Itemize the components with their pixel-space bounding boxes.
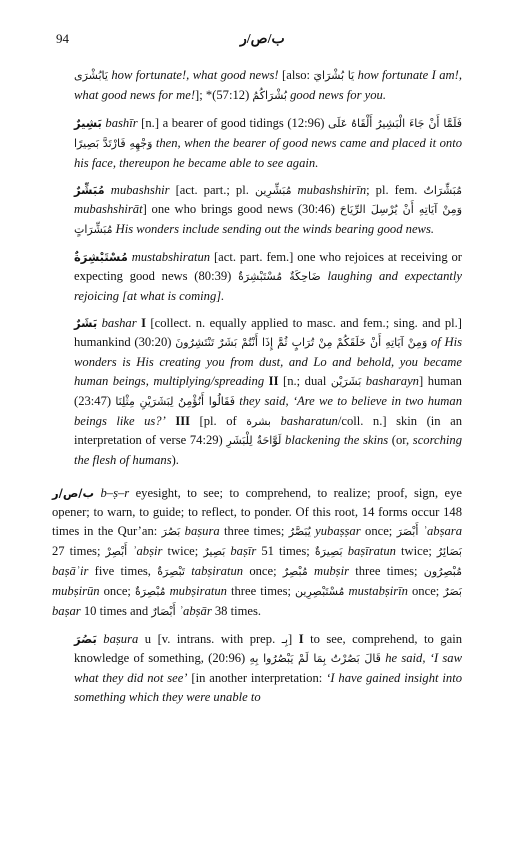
arabic-headword: مُسْتَبْشِرَةٌ [74,250,128,265]
form-transliteration: baṣar [52,603,81,618]
quote-translation: good news for you. [286,87,386,102]
form-arabic: بَصَرٌ [443,584,462,598]
form-count: three times; [348,563,424,578]
sense-number: I [136,315,146,330]
grammar-note-close: ] [288,631,293,646]
alt-translation: ‘I have gained insight into something which they were unable to [74,671,462,705]
dual-transliteration: basharayn [361,373,419,388]
sense-number: I [292,631,304,646]
form-arabic: تَبْصِرَةٌ [157,564,185,578]
form-count: once; [360,524,397,539]
form-transliteration: ʾabṣir [127,543,163,558]
entry-mustabshiratun [74,248,462,306]
form-transliteration: mubṣir [307,563,349,578]
form-transliteration: yubaṣṣar [310,524,361,539]
alt-note: [in another interpretation: [187,671,327,686]
form-transliteration: mubṣiratun [165,583,227,598]
form-count: 27 times; [52,543,106,558]
arabic-quote: فَلَمَّا أَنْ جَاءَ الْبَشِيرُ أَلْقَاهُ عَلَى وَجْهِهِ فَارْتَدَّ بَصِيرًا [74,116,462,150]
form-count: five times, [88,563,158,578]
arabic-plural-fem: مُبَشِّرَاتٌ [423,183,462,197]
form-arabic: مُبْصِرٌ [282,564,308,578]
quote-translation: His wonders include sending out the winds bearing good news. [112,222,434,237]
bracket-note: [also: [282,68,314,82]
transliteration: bashīr [101,115,138,130]
quote-translation: of His wonders is His creating you from dust, and Lo and behold, you became human beings, multiplying/spreading [74,334,462,388]
arabic-variant: يَا بُشْرَايَ [313,69,355,82]
form-transliteration: baṣāʾir [52,563,89,578]
arabic-quote: بُشْرَاكُمُ [252,88,287,102]
arabic-quote: ضَاحِكَةٌ مُسْتَبْشِرَةٌ [238,270,321,284]
form-arabic: مُبْصِرُون [423,564,462,578]
entry-mubashshir [74,181,462,241]
alt-note: (or, [388,433,413,448]
form-arabic: بَصَائِرُ [436,544,462,558]
definition: how fortunate!, what good news! [107,68,283,82]
root-entry-bsr [52,484,462,621]
form-count: 10 times and [80,603,152,618]
arabic-quote: وَمِنْ آيَاتِهِ أَنْ يُرْسِلَ الرِّيَاحَ مُبَشِّرَاتٍ [74,203,463,237]
form-arabic: أَبْصَرَ [396,525,419,539]
form-count: once; [407,583,444,598]
singular-transliteration: basharatun [270,413,338,428]
form-arabic: أَبْصِرْ [105,544,128,558]
quote-translation: blackening the skins [281,433,389,448]
quote-translation: they said, ‘Are we to believe in two human beings like us?’ [74,393,462,428]
form-transliteration: ʾabṣār [175,603,212,618]
grammar-note: [n.; dual [278,373,331,388]
variant-definition: how fortunate I am!, what good news for me! [74,68,462,102]
form-arabic: بَصِيرٌ [203,544,226,558]
form-count: three times; [226,583,296,598]
entry-bashar [74,314,462,470]
form-count: once; [99,583,135,598]
root-letters: ب/ص/ر [52,486,95,501]
root-definition: eyesight, to see; to comprehend, to realize; proof, sign, eye opener; to warn, to guide; to reflect, to ponder. Of this root, 14 forms occur 148 times in the Qur’an: [52,486,462,539]
form-arabic: مُبْصِرَةٌ [134,584,166,598]
form-arabic: بَصِيرَةٌ [314,544,343,558]
grammar-note: ; pl. fem. [366,182,424,197]
form-count: twice; [395,543,437,558]
form-transliteration: baṣura [180,524,220,539]
transliteration: baṣura [96,631,139,646]
quote-translation: he said, ‘I saw what they did not see’ [74,651,462,686]
sense-number: III [165,413,191,428]
arabic-quote: لَوَّاحَةٌ لِلْبَشَرِ [226,434,282,448]
definition: [collect. n. equally applied to masc. and fem.; sing. and pl.] humankind (30:20) [74,315,462,349]
grammar-note: [pl. of [190,413,247,428]
transliteration: bashar [97,315,137,330]
form-arabic: مُسْتَبْصِرِين [295,584,345,598]
arabic-quote: قَالَ بَصُرْتُ بِمَا لَمْ يَبْصُرُوا بِهِ [249,652,381,666]
form-count: once; [243,563,283,578]
arabic-dual: بَشَرَيْن [330,374,362,388]
definition: [act. part. fem.] one who rejoices at receiving or expecting good news (80:39) [74,250,463,284]
arabic-headword: بَشَرٌ [74,315,98,330]
form-count: 51 times; [256,543,315,558]
grammar-note: u [v. intrans. with prep. [138,631,282,646]
form-transliteration: mubṣirūn [52,583,100,598]
grammar-note: [act. part.; pl. [169,182,255,197]
verse-reference: ]; *(57:12) [195,87,253,102]
arabic-singular: بشرة [246,414,271,428]
form-count: 38 times. [211,603,262,618]
arabic-plural: مُبَشِّرِين [254,183,292,197]
form-arabic: أَبْصَارٌ [151,604,176,618]
alt-note-close: ). [171,453,179,468]
form-transliteration: ʾabṣara [418,524,462,539]
running-head: ب/ص/ر [240,32,285,47]
definition: [n.] a bearer of good tidings (12:96) [137,115,328,130]
arabic-headword: بَصُرَ [74,631,97,646]
quote-translation: laughing and expectantly rejoicing [at what is coming]. [74,269,462,304]
form-arabic: بَصُرَ [161,525,181,539]
quote-translation: then, when the bearer of good news came and placed it onto his face, thereupon he became able to see again. [74,135,462,170]
transliteration: mustabshiratun [127,250,211,265]
page-number: 94 [56,31,69,46]
form-transliteration: mustabṣirīn [344,583,408,598]
arabic-quote: وَمِنْ آيَاتِهِ أَنْ خَلَقَكُمْ مِنْ تُرَابٍ ثُمَّ إِذَا أَنْتُمْ بَشَرٌ تَنْتَشِرُونَ [175,335,428,349]
alt-translation: scorching the flesh of humans [74,433,462,468]
plural-fem-transliteration: mubashshirāt [74,202,143,217]
form-count: three times; [219,524,289,539]
arabic-headword: يَابُشْرَى [74,69,108,82]
definition: /coll. n.] skin (in an interpretation of verse 74:29) [74,413,462,448]
sense-number: II [264,373,279,388]
definition: ] one who brings good news (30:46) [142,202,340,217]
form-transliteration: tabṣiratun [185,563,244,578]
definition: ] human (23:47) [74,373,462,408]
plural-transliteration: mubashshirīn [291,182,367,197]
root-transliteration: b–ṣ–r [94,486,130,501]
form-transliteration: baṣīr [225,543,257,558]
arabic-headword: مُبَشِّرٌ [74,182,105,197]
arabic-quote: فَقَالُوا أَنُؤْمِنُ لِبَشَرَيْنِ مِثْلِنَا [115,394,235,408]
arabic-headword: بَشِيرٌ [74,115,102,130]
form-transliteration: baṣīratun [342,543,396,558]
form-arabic: يُبَصَّرُ [288,525,311,539]
definition: to see, comprehend, to gain knowledge of something, (20:96) [74,631,462,666]
page-body [52,66,463,715]
form-count: twice; [162,543,204,558]
entry-basura [74,630,462,708]
entry-bashir [74,114,462,173]
transliteration: mubashshir [104,182,170,197]
arabic-preposition: بِـ [281,632,289,646]
entry-yabushra [74,66,462,106]
